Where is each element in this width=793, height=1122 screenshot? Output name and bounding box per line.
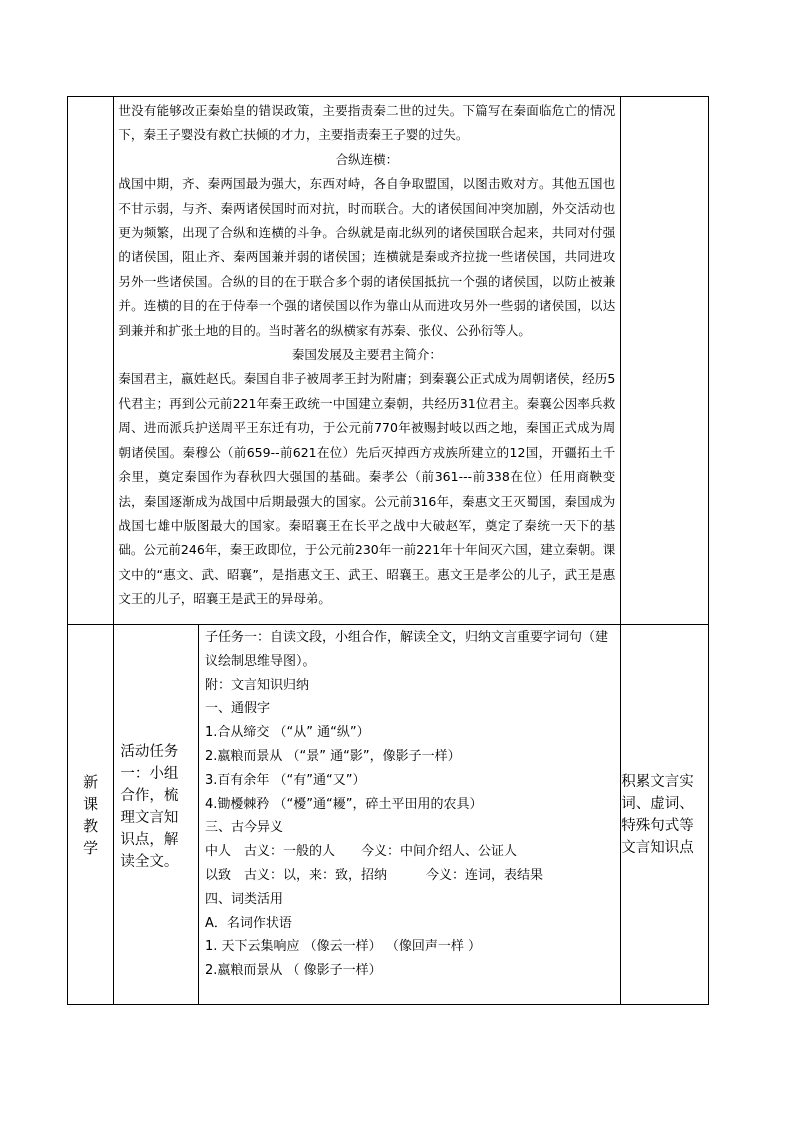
background-cell — [114, 97, 621, 625]
task-line: 附：文言知识归纳 — [205, 677, 310, 693]
task-line: 子任务一：自读文段，小组合作，解读全文，归纳文言重要字词句（建议绘制思维导图）。 — [205, 630, 609, 669]
background-row — [68, 97, 709, 625]
section-heading-cell — [68, 625, 114, 1005]
goal-text: 积累文言实词、虚词、特殊句式等文言知识点 — [621, 773, 694, 856]
paragraph-heading: 合纵连横： — [335, 151, 399, 167]
activity-cell — [114, 625, 199, 1005]
task-line: 一、通假字 — [205, 701, 271, 717]
background-text — [114, 97, 620, 614]
task-line: 3.百有余年 （“有”通“又”） — [205, 772, 366, 788]
paragraph: 秦国君主，嬴姓赵氏。秦国自非子被周孝王封为附庸；到秦襄公正式成为周朝诸侯，经历5代君主；再到公元前221年秦王政统一中国建立秦朝，共经历31位君主。秦襄公因率兵救周、进而派兵护送周平王东迁有功，于公元前770年被赐封岐以西之地，秦国正式成为周朝诸侯国。秦穆公（前659--前621在位）先后灭掉西方戎族所建立的12国，开疆拓土千余里，奠定秦国作为春秋四大强国的基础。秦孝公（前361---前338在位）任用商鞅变法，秦国逐渐成为战国中后期最强大的国家。公元前316年，秦惠文王灭蜀国，秦国成为战国七雄中版图最大的国家。秦昭襄王在长平之战中大破赵军，奠定了秦统一天下的基础。公元前246年，秦王政即位，于公元前230年一前221年十年间灭六国，建立秦朝。课文中的“惠文、武、昭襄”，是指惠文王、武王、昭襄王。惠文王是孝公的儿子，武王是惠文王的儿子，昭襄王是武王的异母弟。 — [118, 371, 616, 607]
paragraph-heading: 秦国发展及主要君主简介： — [291, 347, 442, 363]
paragraph: 世没有能够改正秦始皇的错误政策，主要指责秦二世的过失。下篇写在秦面临危亡的情况下，秦王子婴没有救亡扶倾的才力，主要指责秦王子婴的过失。 — [118, 103, 616, 143]
empty-goal-cell — [621, 97, 709, 625]
empty-section-cell — [68, 97, 114, 625]
task-line: 三、古今异义 — [205, 820, 284, 836]
paragraph: 战国中期，齐、秦两国最为强大，东西对峙，各自争取盟国，以图击败对方。其他五国也不甘示弱，与齐、秦两诸侯国时而对抗，时而联合。大的诸侯国间冲突加剧，外交活动也更为频繁，出现了合纵和连横的斗争。合纵就是南北纵列的诸侯国联合起来，共同对付强的诸侯国，阻止齐、秦两国兼并弱的诸侯国；连横就是秦或齐拉拢一些诸侯国，共同进攻另外一些诸侯国。合纵的目的在于联合多个弱的诸侯国抵抗一个强的诸侯国，以防止被兼并。连横的目的在于侍奉一个强的诸侯国以作为靠山从而进攻另外一些弱的诸侯国，以达到兼并和扩张土地的目的。当时著名的纵横家有苏秦、张仪、公孙衍等人。 — [118, 176, 616, 338]
section-heading: 新课教学 — [83, 772, 99, 857]
task-line: 1. 天下云集响应 （像云一样） （像回声一样 ） — [205, 939, 481, 955]
lesson-plan-table — [67, 96, 709, 1005]
goal-cell — [621, 625, 709, 1005]
activity-text: 活动任务一：小组合作，梳理文言知识点，解读全文。 — [120, 744, 179, 870]
tasks-cell — [199, 625, 621, 1005]
task-line: A．名词作状语 — [205, 915, 292, 931]
new-lesson-row — [68, 625, 709, 1005]
task-line: 以致 古义：以，来：致，招纳 今义：连词，表结果 — [205, 867, 544, 883]
task-line: 2.嬴粮而景从 （ 像影子一样） — [205, 963, 382, 979]
tasks-list — [199, 625, 620, 983]
task-line: 2.嬴粮而景从 （“景” 通“影”，像影子一样） — [205, 748, 461, 764]
task-line: 四、词类活用 — [205, 891, 284, 907]
task-line: 4.锄櫌棘矜 （“櫌”通“耰”，碎土平田用的农具） — [205, 796, 483, 812]
task-line: 1.合从缔交 （“从” 通“纵”） — [205, 725, 370, 741]
task-line: 中人 古义：一般的人 今义：中间介绍人、公证人 — [205, 844, 518, 860]
